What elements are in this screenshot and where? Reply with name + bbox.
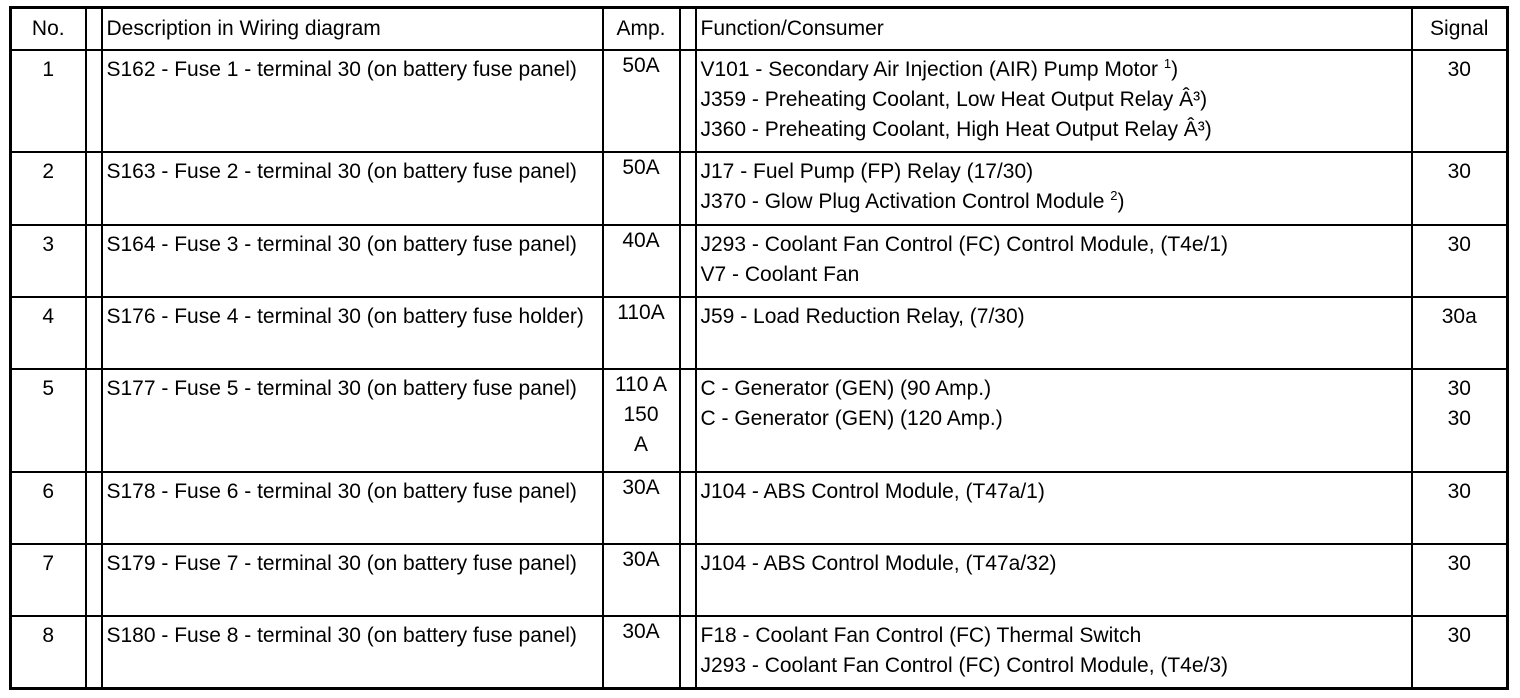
header-spacer bbox=[680, 8, 696, 51]
consumer-line bbox=[701, 651, 1407, 681]
consumer-line bbox=[701, 157, 1407, 187]
consumer-line bbox=[701, 85, 1407, 115]
footnote-marker: 1 bbox=[1163, 56, 1172, 71]
signal-value bbox=[1412, 472, 1508, 544]
table-row bbox=[11, 152, 1508, 224]
header-spacer bbox=[86, 8, 102, 51]
consumer-text: C - Generator (GEN) (90 Amp.) bbox=[700, 377, 992, 401]
fuse-table bbox=[9, 6, 1509, 690]
footnote-marker: 2 bbox=[1110, 188, 1118, 204]
table-row bbox=[11, 472, 1508, 544]
fuse-amperage bbox=[603, 297, 680, 369]
consumer-line bbox=[701, 404, 1407, 434]
table-row bbox=[11, 297, 1508, 369]
spacer-cell bbox=[86, 50, 102, 152]
amperage-line: 40A bbox=[622, 228, 660, 252]
fuse-amperage bbox=[603, 50, 680, 152]
fuse-description: S162 - Fuse 1 - terminal 30 (on battery fuse panel) bbox=[102, 50, 603, 152]
header-no: No. bbox=[11, 8, 86, 51]
spacer-cell bbox=[680, 544, 696, 616]
header-description: Description in Wiring diagram bbox=[102, 8, 603, 51]
consumer-line bbox=[701, 230, 1407, 260]
table-row bbox=[11, 544, 1508, 616]
signal-line: 30 bbox=[1447, 551, 1471, 575]
spacer-cell bbox=[680, 616, 696, 688]
fuse-number: 4 bbox=[11, 297, 86, 369]
fuse-number: 8 bbox=[11, 616, 86, 688]
consumer-text: J104 - ABS Control Module, (T47a/32) bbox=[700, 551, 1057, 575]
spacer-cell bbox=[680, 50, 696, 152]
consumer-text: J293 - Coolant Fan Control (FC) Control Module, (T4e/3) bbox=[700, 654, 1229, 678]
fuse-description: S163 - Fuse 2 - terminal 30 (on battery fuse panel) bbox=[102, 152, 603, 224]
consumer-list bbox=[696, 297, 1412, 369]
table-row bbox=[11, 50, 1508, 152]
signal-value bbox=[1412, 225, 1508, 297]
header-row bbox=[11, 8, 1508, 51]
spacer-cell bbox=[680, 225, 696, 297]
fuse-amperage bbox=[603, 225, 680, 297]
spacer-cell bbox=[86, 369, 102, 471]
consumer-line bbox=[701, 55, 1407, 85]
signal-value bbox=[1412, 297, 1508, 369]
amperage-line: 110A bbox=[617, 300, 665, 324]
signal-value bbox=[1412, 544, 1508, 616]
consumer-line bbox=[701, 115, 1407, 145]
consumer-line bbox=[701, 260, 1407, 290]
footnote-paren: ) bbox=[1117, 190, 1125, 214]
fuse-number: 2 bbox=[11, 152, 86, 224]
table-row bbox=[11, 616, 1508, 688]
consumer-list bbox=[696, 225, 1412, 297]
table-body bbox=[11, 50, 1508, 689]
table-row bbox=[11, 225, 1508, 297]
header-signal: Signal bbox=[1412, 8, 1508, 51]
footnote-paren: ) bbox=[1171, 58, 1179, 81]
consumer-text: V101 - Secondary Air Injection (AIR) Pump Motor bbox=[700, 58, 1164, 81]
fuse-amperage bbox=[603, 152, 680, 224]
consumer-list bbox=[696, 544, 1412, 616]
signal-line: 30 bbox=[1447, 377, 1471, 401]
consumer-list bbox=[696, 369, 1412, 471]
spacer-cell bbox=[680, 472, 696, 544]
signal-line: 30 bbox=[1447, 479, 1471, 503]
amperage-line: 30A bbox=[622, 620, 660, 644]
fuse-description: S178 - Fuse 6 - terminal 30 (on battery fuse panel) bbox=[102, 472, 603, 544]
fuse-number: 5 bbox=[11, 369, 86, 471]
spacer-cell bbox=[680, 152, 696, 224]
consumer-text: J293 - Coolant Fan Control (FC) Control Module, (T4e/1) bbox=[700, 232, 1229, 256]
fuse-description: S179 - Fuse 7 - terminal 30 (on battery fuse panel) bbox=[102, 544, 603, 616]
signal-value bbox=[1412, 152, 1508, 224]
amperage-line: A bbox=[633, 433, 648, 457]
consumer-text: C - Generator (GEN) (120 Amp.) bbox=[700, 407, 1003, 431]
fuse-amperage bbox=[603, 472, 680, 544]
consumer-text: J359 - Preheating Coolant, Low Heat Output Relay Â³) bbox=[700, 88, 1208, 111]
spacer-cell bbox=[86, 616, 102, 688]
signal-line: 30 bbox=[1447, 407, 1471, 431]
spacer-cell bbox=[86, 297, 102, 369]
amperage-line: 30A bbox=[622, 547, 660, 571]
amperage-line: 50A bbox=[622, 156, 660, 180]
spacer-cell bbox=[86, 544, 102, 616]
signal-line: 30 bbox=[1447, 58, 1471, 81]
signal-line: 30a bbox=[1441, 304, 1477, 328]
consumer-text: J17 - Fuel Pump (FP) Relay (17/30) bbox=[700, 160, 1034, 184]
fuse-amperage bbox=[603, 369, 680, 471]
consumer-list bbox=[696, 152, 1412, 224]
spacer-cell bbox=[86, 472, 102, 544]
table-row bbox=[11, 369, 1508, 471]
fuse-description: S176 - Fuse 4 - terminal 30 (on battery fuse holder) bbox=[102, 297, 603, 369]
consumer-list bbox=[696, 472, 1412, 544]
header-function: Function/Consumer bbox=[696, 8, 1412, 51]
header-amp: Amp. bbox=[603, 8, 680, 51]
fuse-number: 6 bbox=[11, 472, 86, 544]
consumer-line bbox=[701, 621, 1407, 651]
amperage-line: 30A bbox=[622, 475, 660, 499]
fuse-number: 7 bbox=[11, 544, 86, 616]
amperage-line: 110 A bbox=[614, 373, 668, 397]
consumer-text: V7 - Coolant Fan bbox=[700, 262, 860, 286]
fuse-description: S164 - Fuse 3 - terminal 30 (on battery fuse panel) bbox=[102, 225, 603, 297]
consumer-text: J104 - ABS Control Module, (T47a/1) bbox=[700, 479, 1045, 503]
signal-line: 30 bbox=[1447, 624, 1471, 648]
consumer-line bbox=[701, 549, 1407, 579]
spacer-cell bbox=[86, 152, 102, 224]
consumer-line bbox=[701, 374, 1407, 404]
fuse-description: S177 - Fuse 5 - terminal 30 (on battery fuse panel) bbox=[102, 369, 603, 471]
spacer-cell bbox=[680, 297, 696, 369]
fuse-amperage bbox=[603, 544, 680, 616]
consumer-line bbox=[701, 187, 1407, 217]
consumer-line bbox=[701, 302, 1407, 332]
consumer-text: F18 - Coolant Fan Control (FC) Thermal Switch bbox=[700, 624, 1142, 648]
consumer-list bbox=[696, 616, 1412, 688]
amperage-line: 150 bbox=[623, 403, 659, 427]
consumer-text: J360 - Preheating Coolant, High Heat Output Relay Â³) bbox=[700, 118, 1212, 141]
consumer-list bbox=[696, 50, 1412, 152]
fuse-amperage bbox=[603, 616, 680, 688]
signal-line: 30 bbox=[1447, 160, 1471, 184]
fuse-description: S180 - Fuse 8 - terminal 30 (on battery fuse panel) bbox=[102, 616, 603, 688]
signal-value bbox=[1412, 50, 1508, 152]
signal-value bbox=[1412, 616, 1508, 688]
amperage-line: 50A bbox=[622, 54, 660, 77]
spacer-cell bbox=[86, 225, 102, 297]
fuse-number: 1 bbox=[11, 50, 86, 152]
fuse-number: 3 bbox=[11, 225, 86, 297]
signal-line: 30 bbox=[1447, 232, 1471, 256]
signal-value bbox=[1412, 369, 1508, 471]
consumer-text: J370 - Glow Plug Activation Control Module bbox=[700, 190, 1111, 214]
consumer-line bbox=[701, 477, 1407, 507]
consumer-text: J59 - Load Reduction Relay, (7/30) bbox=[700, 304, 1025, 328]
spacer-cell bbox=[680, 369, 696, 471]
